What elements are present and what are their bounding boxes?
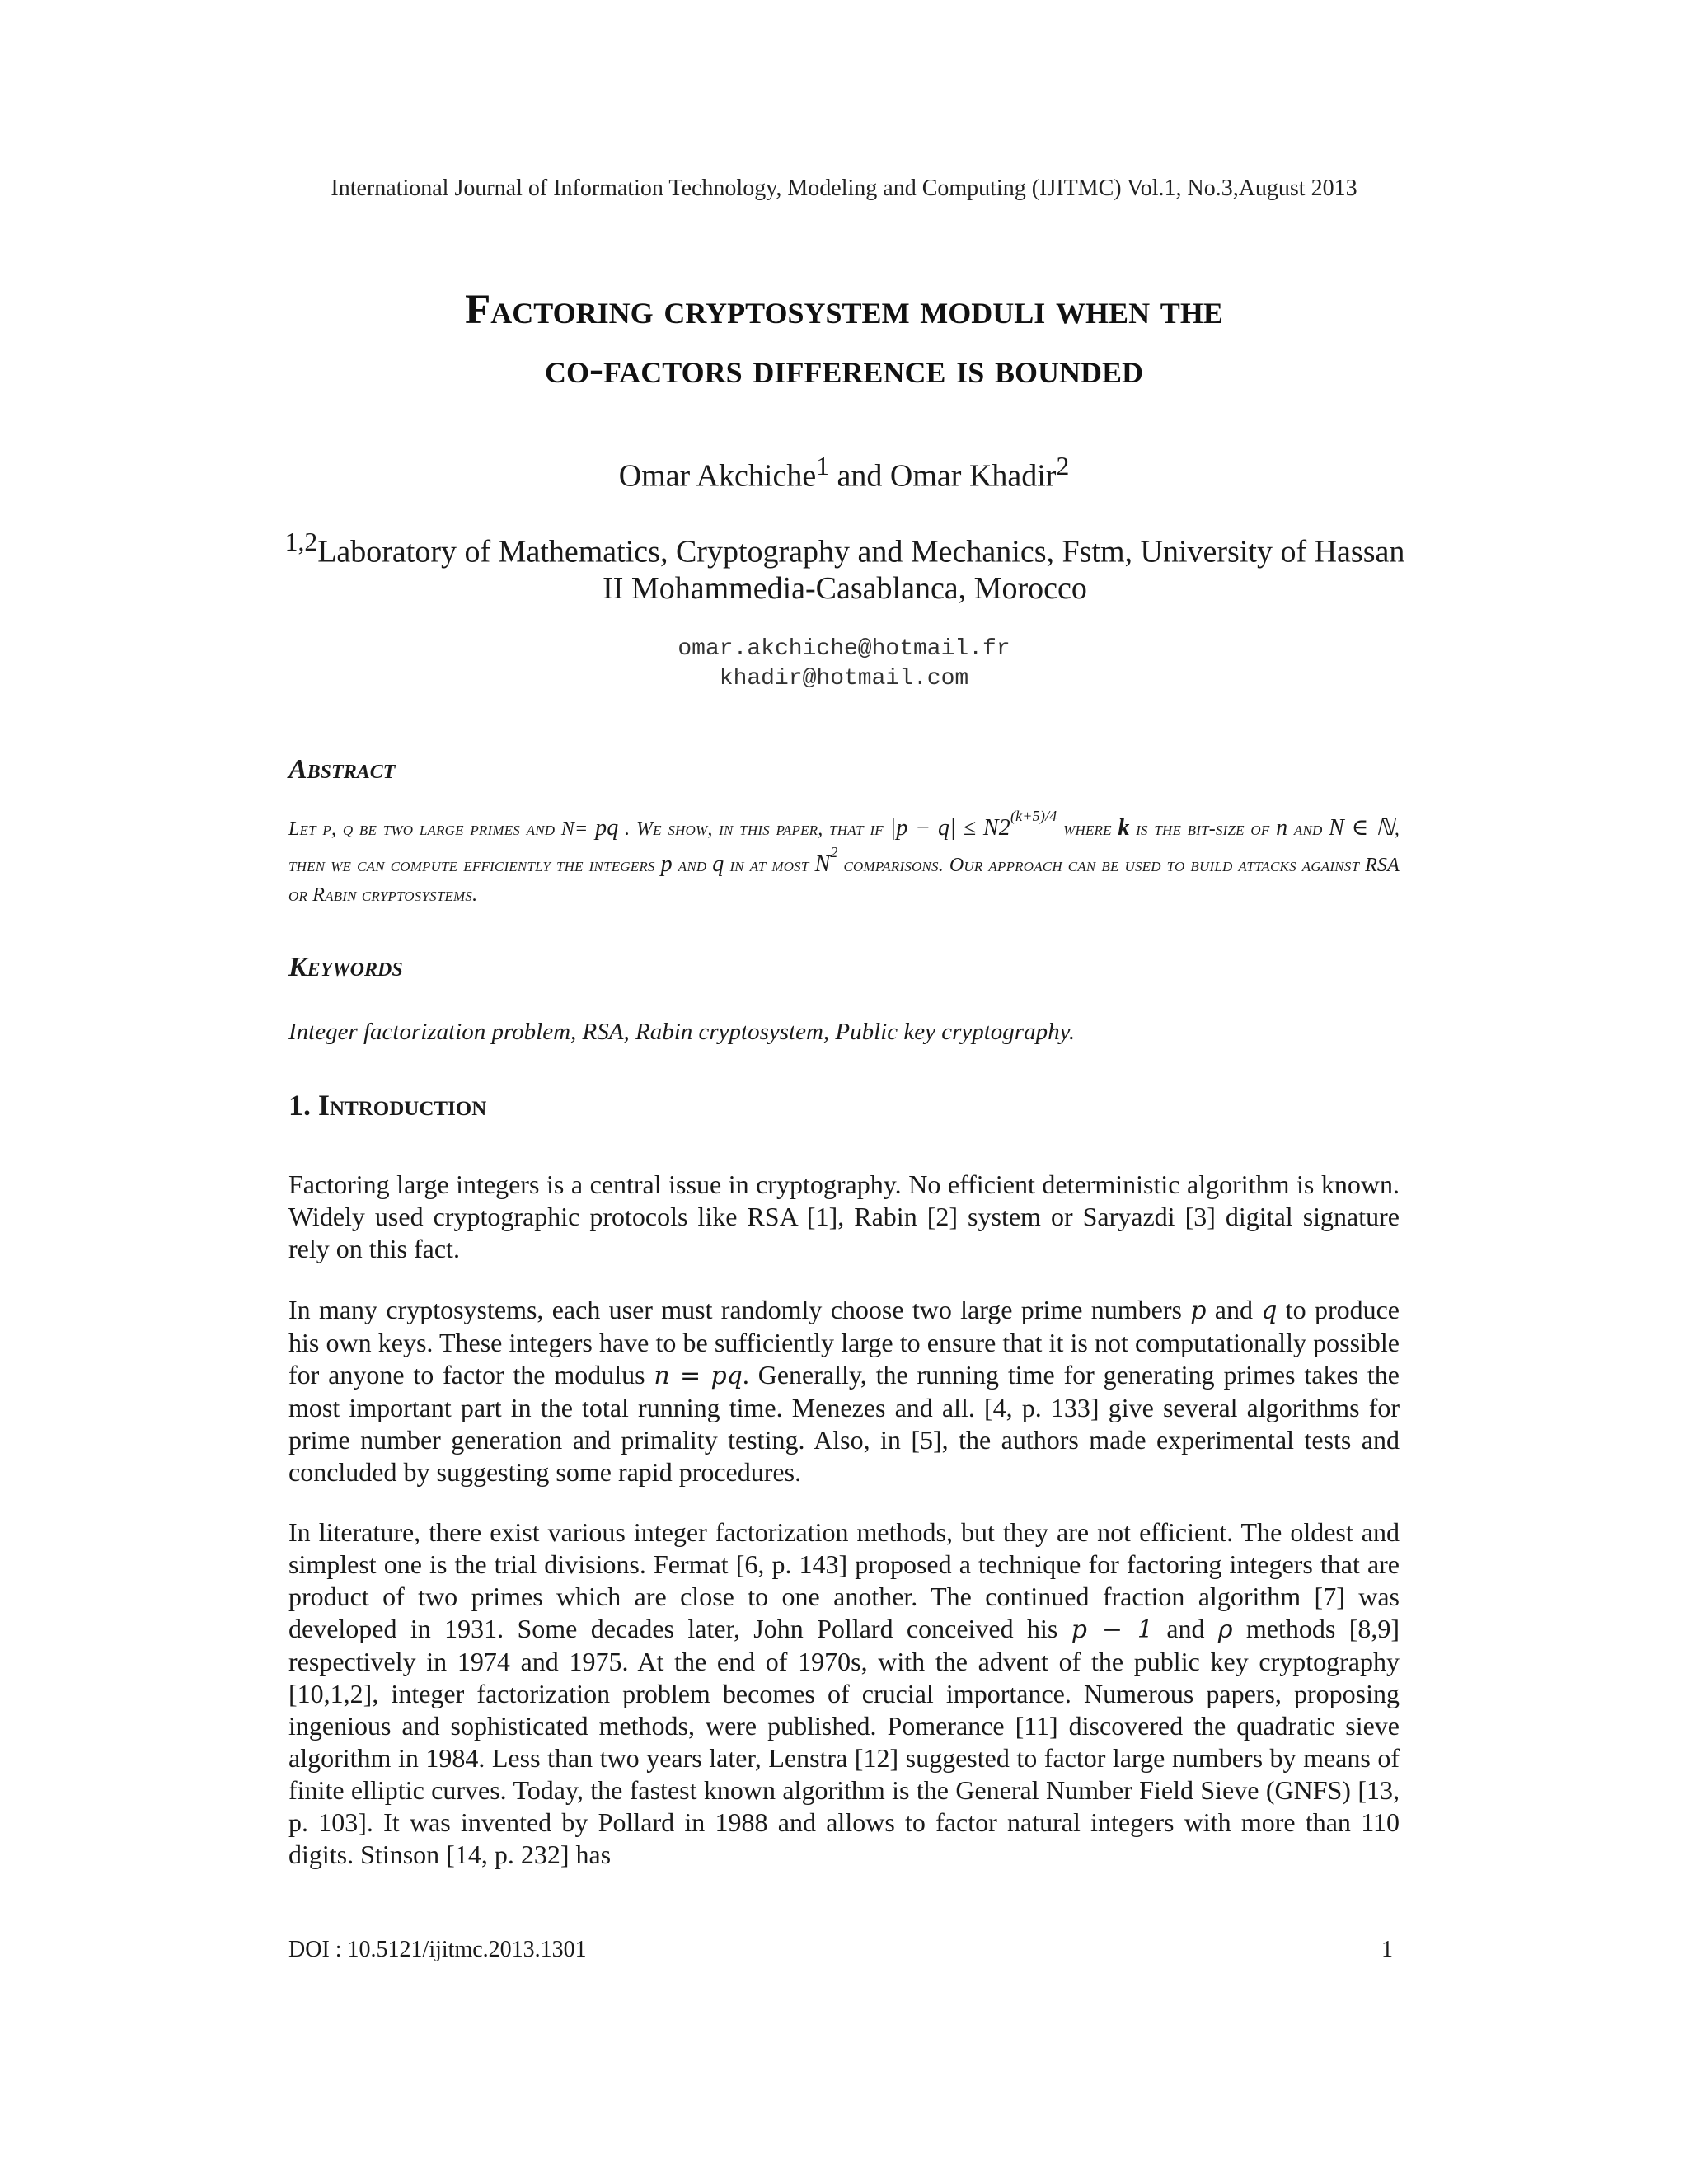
abstract-text: Let p, q be two large primes and N= <box>288 818 588 840</box>
math-inline: N ∈ ℕ <box>1329 815 1395 841</box>
abstract-text: and <box>1287 818 1329 840</box>
email-1[interactable]: omar.akchiche@hotmail.fr <box>678 636 1010 662</box>
abstract-text: . We show, in this paper, that if <box>618 818 890 840</box>
keywords-text: Integer factorization problem, RSA, Rabin cryptosystem, Public key cryptography. <box>288 1019 1076 1045</box>
author-2-affil-mark: 2 <box>1056 452 1070 480</box>
author-list <box>0 452 1688 494</box>
math-inline: n = pq <box>654 1361 743 1390</box>
affiliation <box>272 524 1418 607</box>
paragraph-text: In many cryptosystems, each user must randomly choose two large prime numbers <box>288 1295 1191 1324</box>
page-number: 1 <box>1381 1937 1393 1962</box>
math-inline: p <box>660 851 673 877</box>
email-list <box>0 635 1688 694</box>
abstract-text: , then we can compute efficiently the integers <box>288 818 1400 876</box>
paragraph-text: . Generally, the running time for generating primes takes the most important part in the total running time. Menezes and all. [4, p. 133] give several algorithms for prime number generation and primality testing. Also, in [5], the authors made experimental tests and concluded by suggesting some rapid procedures. <box>288 1360 1400 1487</box>
abstract-text: in at most <box>724 855 815 876</box>
math-inline: N <box>814 851 831 877</box>
math-inline: |p − q| ≤ N2 <box>889 815 1010 841</box>
author-joiner: and <box>829 458 890 494</box>
paragraph-text: and <box>1206 1295 1262 1324</box>
math-inline: p − 1 <box>1071 1615 1153 1644</box>
affiliation-text: Laboratory of Mathematics, Cryptography and Mechanics, Fstm, University of Hassan II Mohammedia-Casablanca, Morocco <box>317 534 1405 606</box>
journal-header: International Journal of Information Technology, Modeling and Computing (IJITMC) Vol.1, No.3,August 2013 <box>331 176 1357 201</box>
email-2[interactable]: khadir@hotmail.com <box>719 666 969 691</box>
paragraph-text: In literature, there exist various integer factorization methods, but they are not efficient. The oldest and simplest one is the trial divisions. Fermat [6, p. 143] proposed a technique for factoring integers that are product of two primes which are close to one another. The continued fraction algorithm [7] was developed in 1931. Some decades later, John Pollard conceived his <box>288 1517 1400 1643</box>
section-heading-introduction: 1. Introduction <box>288 1089 487 1122</box>
paragraph-1: Factoring large integers is a central issue in cryptography. No efficient deterministic algorithm is known. Widely used cryptographic protocols like RSA [1], Rabin [2] system or Saryazdi [3] digital signature rely on this fact. <box>288 1169 1400 1263</box>
paragraph-text: to produce his own keys. These integers have to be sufficiently large to ensure that it is not computationally possible for anyone to factor the modulus <box>288 1295 1400 1390</box>
title-line-2: co-factors difference is bounded <box>545 346 1143 392</box>
footer-doi[interactable]: DOI : 10.5121/ijitmc.2013.1301 <box>288 1937 587 1962</box>
abstract-text: comparisons. Our approach can be used to build attacks against RSA or Rabin cryptosystems. <box>288 855 1400 906</box>
abstract-body <box>288 808 1400 910</box>
author-2: Omar Khadir <box>889 458 1057 494</box>
abstract-heading: Abstract <box>288 754 396 785</box>
abstract-text: where <box>1057 818 1118 840</box>
paragraph-3 <box>288 1516 1400 1871</box>
math-exponent: (k+5)/4 <box>1010 808 1057 824</box>
math-inline: pq <box>588 815 619 841</box>
abstract-text: is the bit-size of <box>1129 818 1277 840</box>
math-inline: p <box>1190 1296 1207 1325</box>
math-inline: q <box>712 851 724 877</box>
paragraph-text: methods [8,9] respectively in 1974 and 1975. At the end of 1970s, with the advent of the public key cryptography [10,1,2], integer factorization problem becomes of crucial importance. Numerous papers, proposing ingenious and sophisticated methods, were published. Pomerance [11] discovered the quadratic sieve algorithm in 1984. Less than two years later, Lenstra [12] suggested to factor large numbers by means of finite elliptic curves. Today, the fastest known algorithm is the General Number Field Sieve (GNFS) [13, p. 103]. It was invented by Pollard in 1988 and allows to factor natural integers with more than 110 digits. Stinson [14, p. 232] has <box>288 1614 1400 1869</box>
keywords-heading: Keywords <box>288 952 403 982</box>
author-1-affil-mark: 1 <box>816 452 830 480</box>
abstract-text: and <box>672 855 713 876</box>
affiliation-mark: 1,2 <box>284 527 318 556</box>
paper-title <box>0 280 1688 399</box>
paragraph-text: and <box>1152 1614 1218 1643</box>
author-1: Omar Akchiche <box>618 458 817 494</box>
math-inline: n <box>1276 815 1288 841</box>
math-inline: ρ <box>1217 1615 1233 1644</box>
paragraph-2 <box>288 1294 1400 1488</box>
math-inline: q <box>1261 1296 1278 1325</box>
math-exponent: 2 <box>830 844 838 860</box>
math-inline: k <box>1118 815 1130 841</box>
title-line-1: Factoring cryptosystem moduli when the <box>465 287 1223 333</box>
